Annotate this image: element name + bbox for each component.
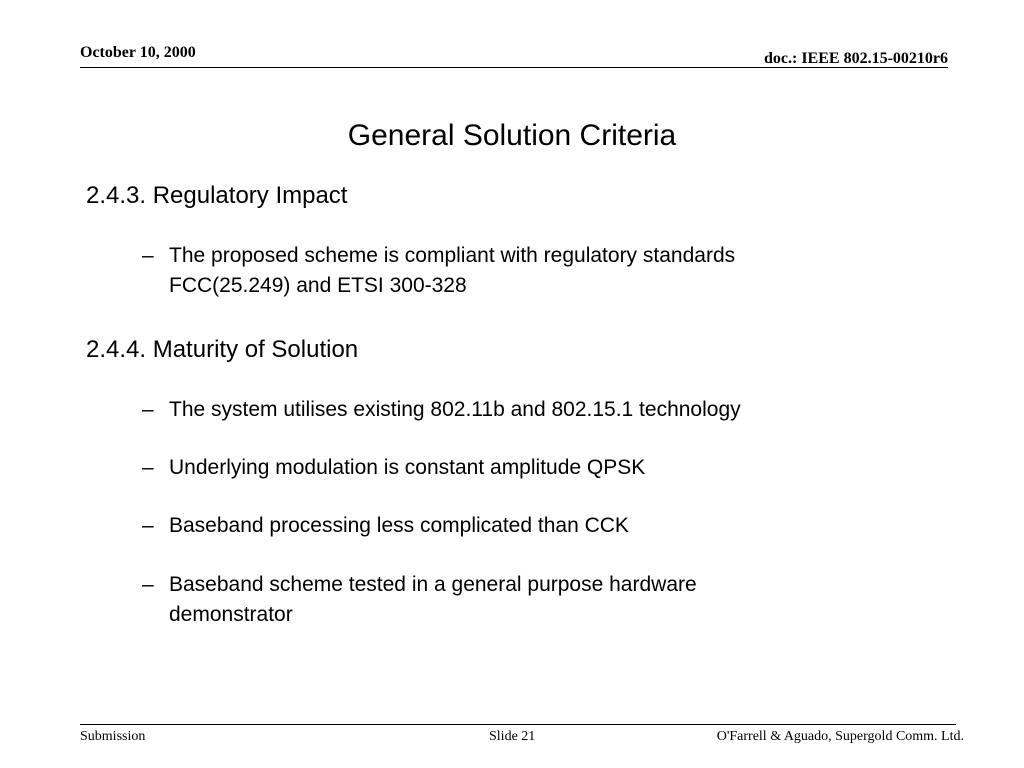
bullet-line: The system utilises existing 802.11b and 802.15.1 technology <box>169 398 741 421</box>
slide-title: General Solution Criteria <box>347 119 677 152</box>
bullet-line: Baseband processing less complicated than CCK <box>169 514 629 537</box>
section-heading-maturity-of-solution: 2.4.4. Maturity of Solution <box>86 336 359 363</box>
bullet-item <box>142 395 882 425</box>
footer-submission: Submission <box>80 729 146 744</box>
section-heading-regulatory-impact: 2.4.3. Regulatory Impact <box>86 182 348 209</box>
bullet-dash: – <box>142 573 154 596</box>
footer-authors: O'Farrell & Aguado, Supergold Comm. Ltd. <box>716 729 964 744</box>
bullet-text <box>169 453 882 483</box>
bullet-line: FCC(25.249) and ETSI 300-328 <box>169 274 467 297</box>
bullet-text <box>169 241 882 301</box>
header-divider <box>80 67 948 68</box>
bullet-item <box>142 570 882 630</box>
header-doc-id: doc.: IEEE 802.15-00210r6 <box>764 50 948 67</box>
footer-slide-number: Slide 21 <box>489 729 536 744</box>
bullet-item <box>142 453 882 483</box>
bullet-item <box>142 511 882 541</box>
footer-divider <box>80 724 956 725</box>
bullet-line: The proposed scheme is compliant with regulatory standards <box>169 244 736 267</box>
bullet-line: Underlying modulation is constant amplitude QPSK <box>169 456 646 479</box>
header-date: October 10, 2000 <box>80 44 196 61</box>
bullet-dash: – <box>142 398 154 421</box>
bullet-item <box>142 241 882 301</box>
bullet-text <box>169 570 882 630</box>
bullet-text <box>169 395 882 425</box>
bullet-line: Baseband scheme tested in a general purpose hardware <box>169 573 697 596</box>
bullet-dash: – <box>142 456 154 479</box>
bullet-text <box>169 511 882 541</box>
bullet-dash: – <box>142 244 154 267</box>
bullet-dash: – <box>142 514 154 537</box>
bullet-line: demonstrator <box>169 603 293 626</box>
